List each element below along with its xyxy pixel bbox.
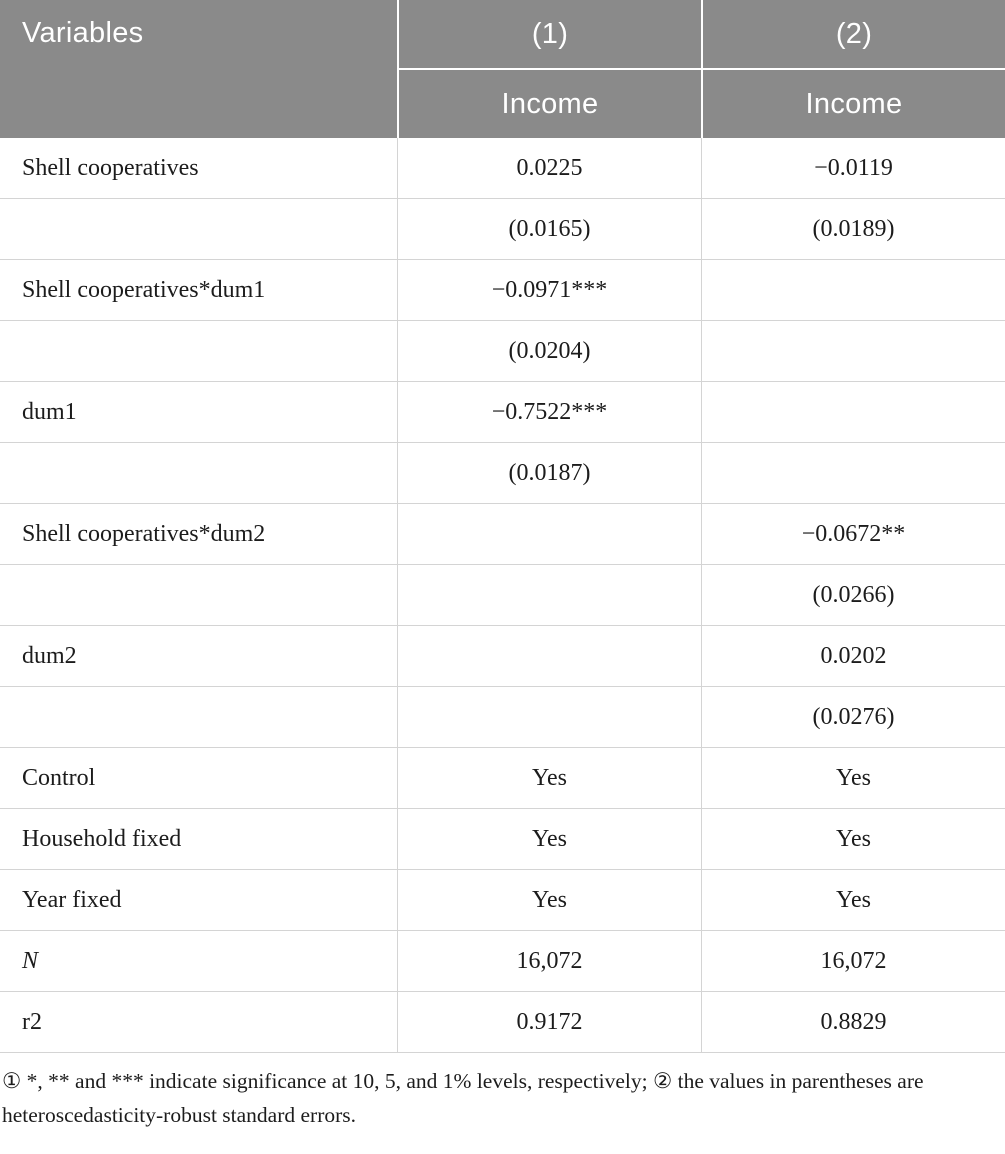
row-value-col1 [397,687,701,747]
table-row [0,992,1005,1053]
table-row [0,138,1005,199]
row-value-col2: Yes [701,809,1005,869]
row-value-col2: (0.0276) [701,687,1005,747]
row-label [0,321,397,381]
table-row [0,687,1005,748]
row-value-col2: 0.0202 [701,626,1005,686]
row-value-col1 [397,626,701,686]
table-row [0,321,1005,382]
row-value-col1: Yes [397,809,701,869]
row-label: Shell cooperatives [22,154,199,181]
header-col1-name: Income [399,70,701,138]
row-value-col2 [701,443,1005,503]
table-row [0,870,1005,931]
row-value-col2: −0.0119 [701,138,1005,198]
header-col1-number: (1) [399,0,701,68]
row-value-col2: Yes [701,748,1005,808]
row-value-col1: 0.9172 [397,992,701,1052]
table-row [0,748,1005,809]
row-value-col2 [701,382,1005,442]
row-value-col1: 16,072 [397,931,701,991]
row-label: Household fixed [22,825,182,852]
row-value-col1: (0.0204) [397,321,701,381]
table-row [0,931,1005,992]
row-label [0,565,397,625]
row-label: dum1 [22,398,77,425]
row-value-col1: Yes [397,748,701,808]
table-footnote: ① *, ** and *** indicate significance at 10, 5, and 1% levels, respectively; ② the values in parentheses are heteroscedasticity-robust standard errors. [2,1069,924,1127]
row-label [0,687,397,747]
table-row [0,260,1005,321]
header-col2-number: (2) [703,0,1005,68]
table-row [0,504,1005,565]
row-value-col1: −0.0971*** [397,260,701,320]
table-row [0,443,1005,504]
row-label: Year fixed [22,886,122,913]
row-value-col1: (0.0165) [397,199,701,259]
row-value-col2: −0.0672** [701,504,1005,564]
row-label [0,443,397,503]
row-value-col1: −0.7522*** [397,382,701,442]
row-value-col1 [397,565,701,625]
header-col2-name: Income [703,70,1005,138]
row-value-col1: (0.0187) [397,443,701,503]
table-row [0,809,1005,870]
row-label [0,199,397,259]
table-header [0,0,1005,138]
row-value-col2: 0.8829 [701,992,1005,1052]
table-row [0,565,1005,626]
row-label: r2 [22,1008,42,1035]
table-row [0,382,1005,443]
row-value-col2 [701,321,1005,381]
row-label: Shell cooperatives*dum1 [22,276,266,303]
header-variables: Variables [0,0,397,138]
table-row [0,199,1005,260]
row-label: dum2 [22,642,77,669]
row-value-col1 [397,504,701,564]
row-value-col2: (0.0266) [701,565,1005,625]
row-value-col1: 0.0225 [397,138,701,198]
row-value-col2: Yes [701,870,1005,930]
row-label: N [22,947,39,974]
row-value-col1: Yes [397,870,701,930]
row-value-col2: 16,072 [701,931,1005,991]
row-value-col2: (0.0189) [701,199,1005,259]
row-label: Control [22,764,96,791]
row-value-col2 [701,260,1005,320]
row-label: Shell cooperatives*dum2 [22,520,266,547]
table-row [0,626,1005,687]
table-body [0,138,1005,1053]
